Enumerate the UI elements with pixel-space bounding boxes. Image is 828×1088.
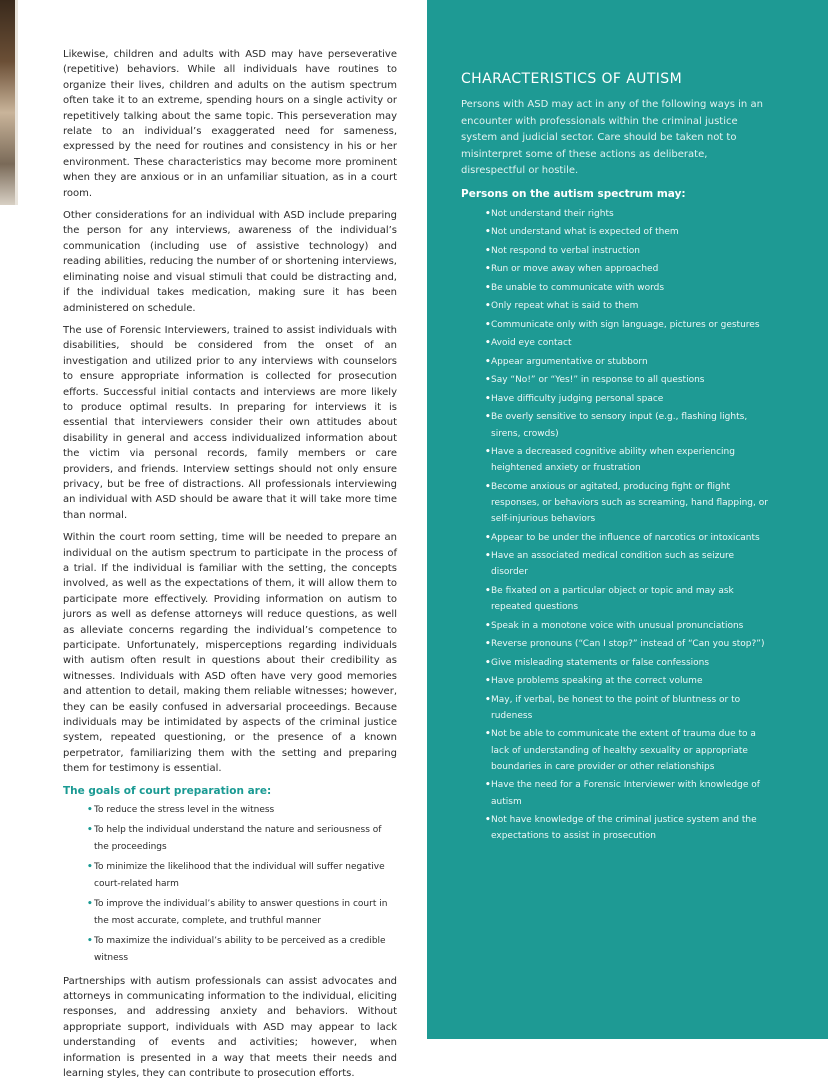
trait-item: • Be fixated on a particular object or topic and may ask repeated questions xyxy=(485,583,769,615)
bullet-icon: • xyxy=(485,319,491,330)
bullet-icon: • xyxy=(485,227,491,238)
trait-item: • Have the need for a Forensic Interviewer with knowledge of autism xyxy=(485,777,769,809)
bullet-icon: • xyxy=(485,282,491,293)
bullet-icon: • xyxy=(87,805,93,816)
bullet-icon: • xyxy=(485,264,491,275)
bullet-icon: • xyxy=(485,301,491,312)
bullet-icon: • xyxy=(485,481,491,492)
paragraph-court-room: Within the court room setting, time will be needed to prepare an individual on the autism spectrum to participate in the process of a trial. If the individual is familiar with the setting, the concepts involved, as well as the expectations of them, it will allow them to participate more effectively. Providing information on autism to jurors as well as defense attorneys will reduce questions, as well as alleviate concerns regarding the individual’s competence to participate. Unfortunately, misperceptions regarding individuals with autism often result in questions about their credibility as witnesses. Individuals with ASD often have very good memories and attention to detail, making them reliable witnesses; however, they can be easily confused in adversarial proceedings. Because individuals may be intimidated by aspects of the criminal justice system, repeated questioning, or the presence of a known perpetrator, familiarizing them with the setting and preparing them for testimony is essential. xyxy=(63,532,397,775)
trait-item: • Have problems speaking at the correct volume xyxy=(485,673,769,689)
bullet-icon: • xyxy=(485,356,491,367)
trait-item: • Have an associated medical condition such as seizure disorder xyxy=(485,548,769,580)
right-gutter xyxy=(818,0,828,1039)
panel-intro: Persons with ASD may act in any of the following ways in an encounter with professionals within the criminal justice system and judicial sector. Care should be taken not to misinterpret some of these actions as deliberate, disrespectful or hostile. xyxy=(461,99,763,177)
trait-item: • Run or move away when approached xyxy=(485,261,769,277)
bullet-icon: • xyxy=(485,393,491,404)
paragraph-considerations: Other considerations for an individual with ASD include preparing the person for any interviews, awareness of the individual’s communication (including use of assistive technology) and reading abilities, reducing the number of or shortening interviews, eliminating noise and visual stimuli that could be distracting and, if the individual takes medication, making sure it has been administered on schedule. xyxy=(63,210,397,314)
bullet-icon: • xyxy=(485,620,491,631)
trait-item: • Avoid eye contact xyxy=(485,335,769,351)
trait-item: • Give misleading statements or false confessions xyxy=(485,655,769,671)
trait-item: • Not be able to communicate the extent of trauma due to a lack of understanding of healthy sexuality or appropriate boundaries in care provider or other relationships xyxy=(485,726,769,775)
panel-title: CHARACTERISTICS OF AUTISM xyxy=(461,71,683,87)
goal-item: • To help the individual understand the nature and seriousness of the proceedings xyxy=(87,822,397,857)
bullet-icon: • xyxy=(485,639,491,650)
goal-item: • To minimize the likelihood that the individual will suffer negative court-related harm xyxy=(87,859,397,894)
goals-list xyxy=(63,802,397,968)
photo-edge xyxy=(0,0,18,205)
panel-subheading: Persons on the autism spectrum may: xyxy=(461,187,686,200)
bullet-icon: • xyxy=(485,694,491,705)
bullet-icon: • xyxy=(485,585,491,596)
trait-item: • May, if verbal, be honest to the point of bluntness or to rudeness xyxy=(485,692,769,724)
trait-item: • Have a decreased cognitive ability when experiencing heightened anxiety or frustration xyxy=(485,444,769,476)
trait-item: • Reverse pronouns (“Can I stop?” instead of “Can you stop?”) xyxy=(485,636,769,652)
trait-item: • Say “No!” or “Yes!” in response to all questions xyxy=(485,372,769,388)
bullet-icon: • xyxy=(485,208,491,219)
bullet-icon: • xyxy=(485,338,491,349)
trait-item: • Not have knowledge of the criminal justice system and the expectations to assist in prosecution xyxy=(485,812,769,844)
left-column xyxy=(63,47,397,1088)
trait-item: • Not understand what is expected of them xyxy=(485,224,769,240)
bullet-icon: • xyxy=(485,412,491,423)
trait-item: • Only repeat what is said to them xyxy=(485,298,769,314)
trait-item: • Not respond to verbal instruction xyxy=(485,243,769,259)
bullet-icon: • xyxy=(485,780,491,791)
characteristics-panel xyxy=(427,0,828,1039)
bullet-icon: • xyxy=(485,551,491,562)
bullet-icon: • xyxy=(485,532,491,543)
bullet-icon: • xyxy=(485,375,491,386)
trait-item: • Be unable to communicate with words xyxy=(485,280,769,296)
bullet-icon: • xyxy=(485,815,491,825)
goal-item: • To improve the individual’s ability to answer questions in court in the most accurate, complete, and truthful manner xyxy=(87,896,397,931)
goal-item: • To maximize the individual’s ability to be perceived as a credible witness xyxy=(87,933,397,968)
trait-item: • Not understand their rights xyxy=(485,206,769,222)
trait-item: • Appear to be under the influence of narcotics or intoxicants xyxy=(485,530,769,546)
bullet-icon: • xyxy=(87,935,93,946)
traits-list xyxy=(461,206,769,844)
goals-heading: The goals of court preparation are: xyxy=(63,784,272,797)
bullet-icon: • xyxy=(87,898,93,909)
trait-item: • Become anxious or agitated, producing fight or flight responses, or behaviors such as screaming, hand flapping, or self-injurious behaviors xyxy=(485,479,769,528)
bullet-icon: • xyxy=(485,676,491,687)
bullet-icon: • xyxy=(485,729,491,740)
bullet-icon: • xyxy=(485,447,491,458)
paragraph-perseveration: Likewise, children and adults with ASD may have perseverative (repetitive) behaviors. While all individuals have routines to organize their lives, children and adults on the autism spectrum often take it to an extreme, spending hours on a single activity or repetitively talking about the same topic. This perseveration may relate to an individual’s exaggerated need for sameness, expressed by the need for routines and consistency in his or her environment. These characteristics may become more prominent when they are anxious or in an unfamiliar situation, as in a court room. xyxy=(63,49,397,199)
trait-item: • Speak in a monotone voice with unusual pronunciations xyxy=(485,618,769,634)
paragraph-partnerships: Partnerships with autism professionals can assist advocates and attorneys in communicating information to the individual, eliciting responses, and addressing anxiety and behaviors. Without appropriate support, individuals with ASD may appear to lack understanding of events and activities; however, when information is presented in a way that meets their needs and learning styles, they can contribute to prosecution efforts. xyxy=(63,975,397,1080)
goal-item: • To reduce the stress level in the witness xyxy=(87,802,397,820)
paragraph-forensic-interviewers: The use of Forensic Interviewers, trained to assist individuals with disabilities, should be considered from the onset of an investigation and utilized prior to any interviews with counselors to ensure appropriate information is collected for prosecution efforts. Successful initial contacts and interviews are more likely to produce optimal results. In preparing for interviews it is essential that interviewers consider their own attitudes about disability in general and access individualized information about the victim via personal records, family members or care providers, and friends. Interview settings should not only ensure privacy, but be free of distractions. All professionals interviewing an individual with ASD should be aware that it will take more time than normal. xyxy=(63,324,397,521)
bullet-icon: • xyxy=(485,657,491,668)
bullet-icon: • xyxy=(87,824,93,835)
trait-item: • Be overly sensitive to sensory input (e.g., flashing lights, sirens, crowds) xyxy=(485,409,769,441)
trait-item: • Communicate only with sign language, pictures or gestures xyxy=(485,317,769,333)
trait-item: • Have difficulty judging personal space xyxy=(485,391,769,407)
trait-item: • Appear argumentative or stubborn xyxy=(485,354,769,370)
bullet-icon: • xyxy=(87,861,93,872)
bullet-icon: • xyxy=(485,245,491,256)
